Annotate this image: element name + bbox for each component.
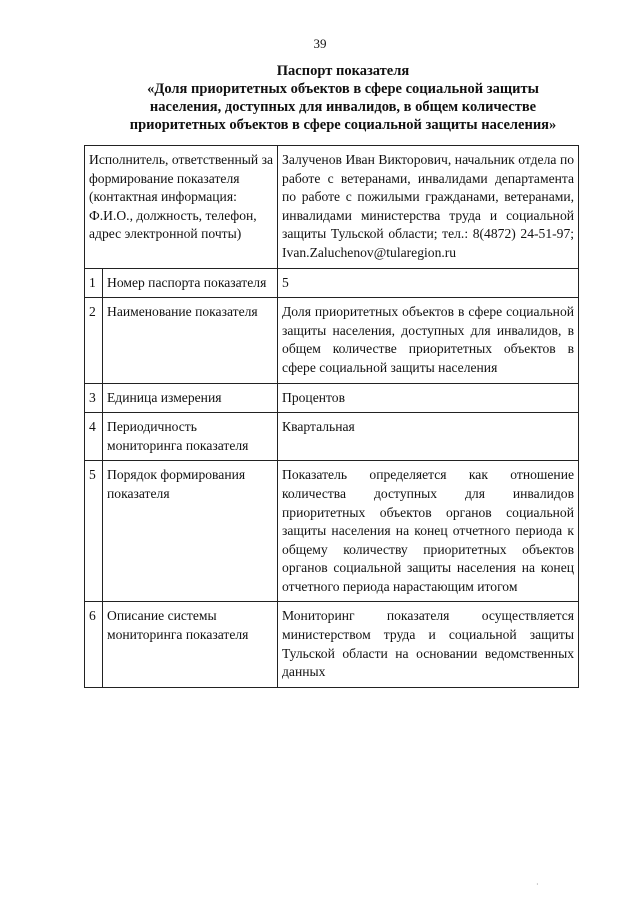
row-number: 1 — [85, 268, 103, 298]
row-value: Мониторинг показателя осуществляется министерством труда и социальной защиты Тульской области на основании ведомственных данных — [278, 602, 579, 687]
table-row — [85, 383, 579, 413]
row-label: Описание системы мониторинга показателя — [103, 602, 278, 687]
row-value: Доля приоритетных объектов в сфере социальной защиты населения, доступных для инвалидов, в общем количестве приоритетных объектов в сфере социальной защиты населения — [278, 298, 579, 383]
title-line: населения, доступных для инвалидов, в общем количестве — [149, 99, 537, 115]
table-row — [85, 461, 579, 602]
row-value: Показатель определяется как отношение количества доступных для инвалидов приоритетных объектов органов социальной защиты населения на конец отчетного периода к общему количеству приоритетных объектов органов социальной защиты населения на конец отчетного периода нарастающим итогом — [278, 461, 579, 602]
passport-table — [84, 145, 579, 688]
title-line: Паспорт показателя — [276, 63, 410, 79]
page-number: 39 — [313, 36, 327, 51]
table-row — [85, 298, 579, 383]
row-label: Наименование показателя — [103, 298, 278, 383]
row-value: Процентов — [278, 383, 579, 413]
row-label: Номер паспорта показателя — [103, 268, 278, 298]
table-row-responsible — [85, 146, 579, 269]
responsible-label: Исполнитель, ответственный за формирование показателя (контактная информация: Ф.И.О., должность, телефон, адрес электронной почты) — [85, 146, 278, 269]
title-line: приоритетных объектов в сфере социальной защиты населения» — [129, 117, 557, 133]
row-label: Единица измерения — [103, 383, 278, 413]
row-number: 3 — [85, 383, 103, 413]
table-row — [85, 413, 579, 461]
table-row — [85, 602, 579, 687]
table-row — [85, 268, 579, 298]
row-label: Периодичность мониторинга показателя — [103, 413, 278, 461]
row-number: 6 — [85, 602, 103, 687]
row-label: Порядок формирования показателя — [103, 461, 278, 602]
row-value: Квартальная — [278, 413, 579, 461]
row-number: 4 — [85, 413, 103, 461]
document-title — [88, 62, 598, 134]
row-number: 2 — [85, 298, 103, 383]
responsible-value: Залученов Иван Викторович, начальник отдела по работе с ветеранами, инвалидами департамента по работе с пожилыми гражданами, ветеранами, инвалидами министерства труда и социальной защиты Тульской области; тел.: 8(4872) 24-51-97; Ivan.Zaluchenov@tularegion.ru — [278, 146, 579, 269]
title-line: «Доля приоритетных объектов в сфере социальной защиты — [147, 81, 539, 97]
row-value: 5 — [278, 268, 579, 298]
row-number: 5 — [85, 461, 103, 602]
scan-speck: · — [536, 880, 539, 889]
